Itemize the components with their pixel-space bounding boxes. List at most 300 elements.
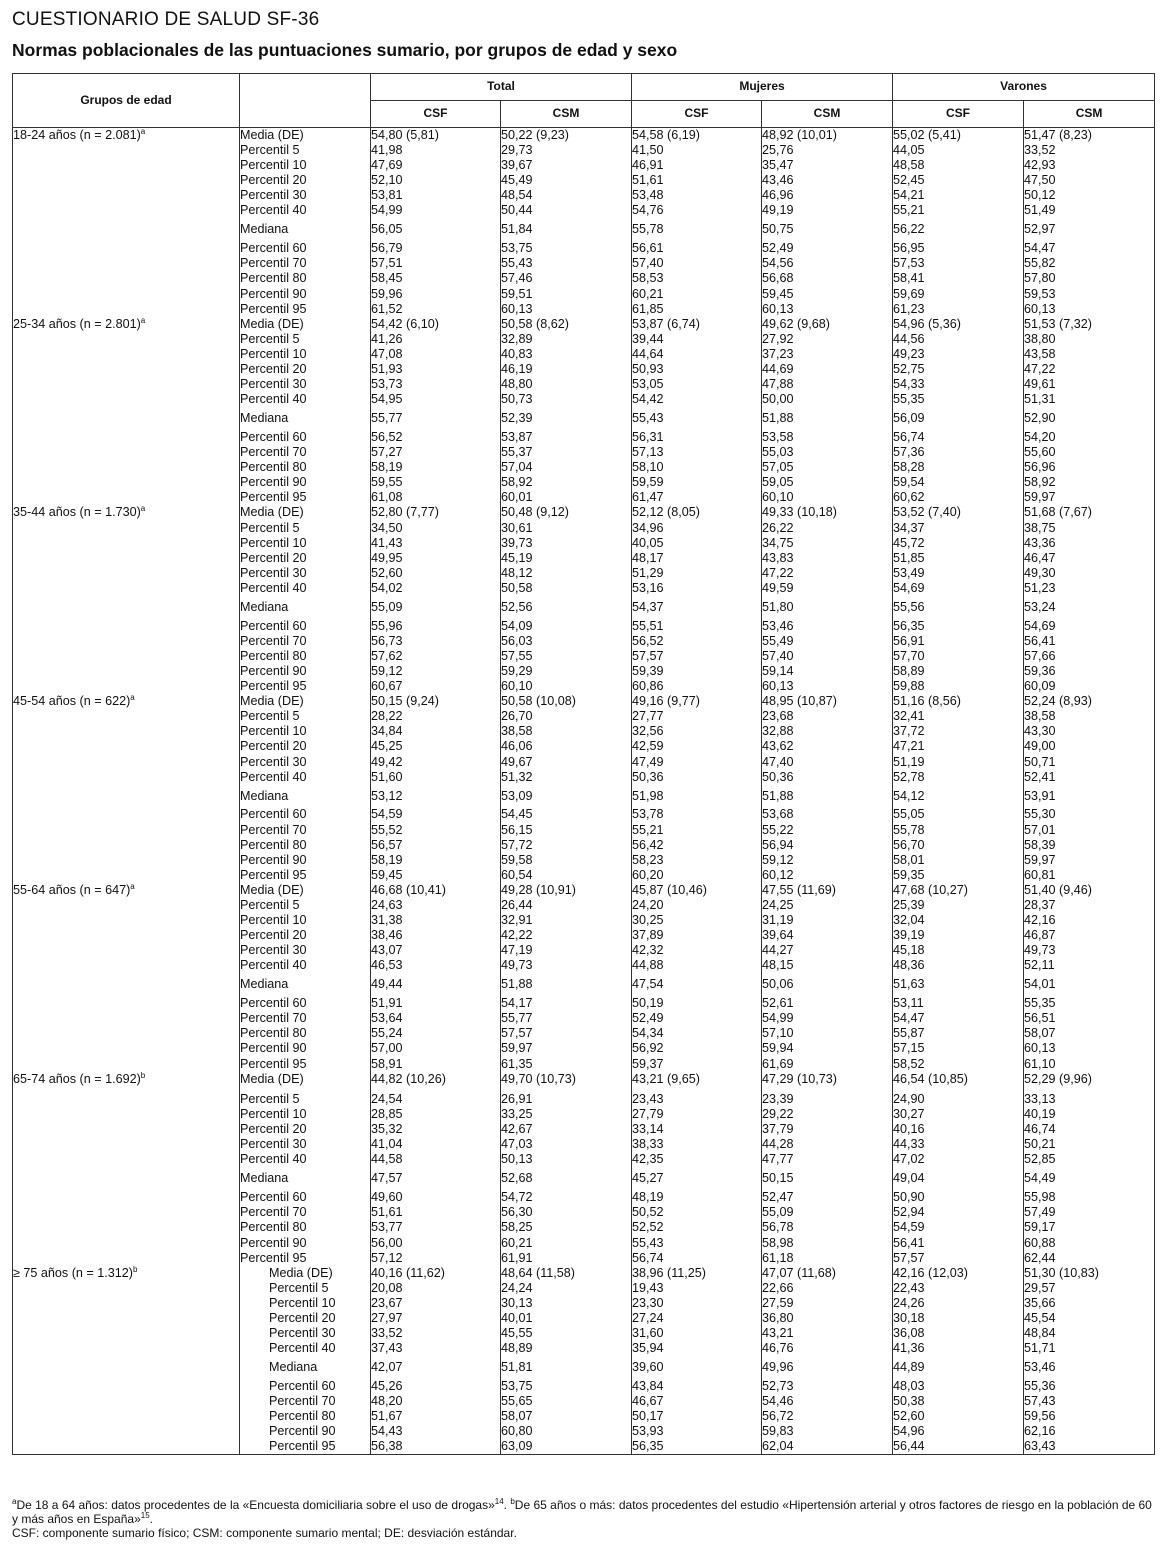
value: 49,16 (9,77) [632,694,700,709]
value: 58,25 [501,1220,533,1235]
value: 28,22 [371,709,403,724]
value: 56,68 [762,271,794,286]
value: 57,62 [371,648,403,663]
value: 44,69 [762,362,794,376]
value: 58,19 [371,460,403,475]
value: 27,92 [762,331,794,346]
value: 51,60 [371,769,403,784]
value: 54,02 [371,580,403,595]
value: 48,20 [371,1394,403,1409]
value: 48,95 (10,87) [762,694,837,709]
value: 45,72 [893,535,925,550]
stat-label: Percentil 90 [269,1424,336,1439]
value: 49,70 (10,73) [501,1071,576,1086]
value: 50,15 (9,24) [371,694,439,709]
value: 54,99 [762,1011,794,1026]
value: 59,05 [762,475,794,490]
value: 44,27 [762,943,794,958]
value: 54,76 [632,203,664,218]
value: 33,14 [632,1122,664,1137]
value-cell [632,317,762,506]
value: 34,96 [632,520,664,535]
value: 53,87 [501,429,533,444]
value: 47,29 (10,73) [762,1071,837,1086]
value: 52,85 [1024,1152,1056,1167]
value-cell [762,317,893,506]
value: 50,58 (8,62) [501,316,569,331]
value: 37,23 [762,346,794,361]
value: 52,78 [893,769,925,784]
value: 63,09 [501,1439,533,1454]
value: 49,19 [762,203,794,218]
stat-label: Percentil 80 [240,460,307,475]
stat-labels [240,505,371,694]
value: 56,03 [501,633,533,648]
value: 58,07 [1024,1026,1056,1041]
value: 38,58 [1024,709,1056,724]
value-cell [371,883,501,1072]
value: 52,97 [1024,222,1056,237]
value: 54,69 [893,580,925,595]
value: 44,05 [893,143,925,158]
value: 54,95 [371,392,403,407]
stat-label: Percentil 40 [240,203,307,218]
value: 46,87 [1024,928,1056,943]
stat-label: Percentil 5 [240,709,300,724]
value: 56,91 [893,633,925,648]
value: 54,33 [893,377,925,392]
stat-label: Percentil 40 [240,769,307,784]
value: 44,56 [893,331,925,346]
stat-label: Percentil 20 [240,362,307,376]
value: 24,25 [762,897,794,912]
value: 54,01 [1024,977,1056,992]
value: 43,36 [1024,535,1056,550]
value: 53,58 [762,429,794,444]
value: 54,21 [893,188,925,203]
value: 61,91 [501,1250,533,1265]
value: 61,08 [371,490,403,505]
value-cell [501,883,632,1072]
table-body [13,128,1155,1455]
value: 35,47 [762,158,794,173]
value: 51,88 [501,977,533,992]
value: 54,69 [1024,618,1056,633]
age-group-label: 35-44 años (n = 1.730)$^a$ [13,504,146,520]
value: 56,74 [893,429,925,444]
value: 46,54 (10,85) [893,1071,968,1086]
age-group-row [13,128,1155,317]
value: 61,18 [762,1250,794,1265]
value: 55,02 (5,41) [893,128,961,142]
value: 52,90 [1024,411,1056,426]
value: 52,49 [632,1011,664,1026]
stat-label: Percentil 5 [240,520,300,535]
value: 48,19 [632,1190,664,1205]
value: 54,42 [632,392,664,407]
value: 51,84 [501,222,533,237]
value-cell [371,1072,501,1266]
value: 50,19 [632,996,664,1011]
value-cell [1024,505,1155,694]
age-group-row [13,883,1155,1072]
value: 47,54 [632,977,664,992]
value: 49,42 [371,754,403,769]
document-title: CUESTIONARIO DE SALUD SF-36 [12,9,320,30]
age-group-label: ≥ 75 años (n = 1.312)$^b$ [13,1264,138,1280]
value: 32,88 [762,724,794,739]
value: 61,69 [762,1056,794,1071]
value: 46,96 [762,188,794,203]
value: 53,87 (6,74) [632,316,700,331]
stat-label: Percentil 20 [269,1310,336,1325]
stat-label: Percentil 40 [269,1341,336,1356]
value: 47,68 (10,27) [893,882,968,897]
value: 47,55 (11,69) [762,882,836,897]
stat-label: Percentil 10 [240,724,307,739]
stat-label: Percentil 90 [240,1041,307,1056]
value: 46,67 [632,1394,664,1409]
stat-label: Percentil 90 [240,286,307,301]
value: 24,54 [371,1092,403,1107]
value: 53,24 [1024,599,1056,614]
value-cell [1024,128,1155,317]
value: 56,41 [893,1235,925,1250]
value: 49,30 [1024,565,1056,580]
value: 45,54 [1024,1310,1056,1325]
value: 47,19 [501,943,533,958]
value: 48,12 [501,565,533,580]
stat-label: Percentil 90 [240,1235,307,1250]
value: 52,60 [893,1409,925,1424]
value: 49,60 [371,1190,403,1205]
value: 54,17 [501,996,533,1011]
value: 51,93 [371,362,403,376]
value: 52,61 [762,996,794,1011]
value: 51,68 (7,67) [1024,505,1092,520]
value: 54,72 [501,1190,533,1205]
value: 41,36 [893,1341,925,1356]
age-group-row [13,1072,1155,1266]
value: 55,65 [501,1394,533,1409]
value: 47,08 [371,346,403,361]
value: 53,49 [893,565,925,580]
value: 57,10 [762,1026,794,1041]
value: 55,03 [762,445,794,460]
stat-labels [240,128,371,317]
age-group-row [13,1266,1155,1455]
value: 49,04 [893,1171,925,1186]
stat-label: Percentil 40 [240,580,307,595]
value: 50,73 [501,392,533,407]
value: 24,20 [632,897,664,912]
value: 58,39 [1024,837,1056,852]
value: 50,17 [632,1409,664,1424]
value: 61,52 [371,301,403,316]
value: 42,67 [501,1122,533,1137]
stat-label: Percentil 30 [240,377,307,392]
value: 59,97 [501,1041,533,1056]
stat-label: Percentil 60 [240,1190,307,1205]
value: 32,89 [501,331,533,346]
value: 51,23 [1024,580,1056,595]
value: 59,37 [632,1056,664,1071]
value: 53,68 [762,807,794,822]
value: 34,75 [762,535,794,550]
value: 60,62 [893,490,925,505]
value: 53,75 [501,1378,533,1393]
value: 59,56 [1024,1409,1056,1424]
value: 43,62 [762,739,794,754]
stat-label: Media (DE) [240,128,304,142]
value-cell [501,1072,632,1266]
value: 51,71 [1024,1341,1056,1356]
value: 58,23 [632,852,664,867]
value: 39,67 [501,158,533,173]
value-cell [371,694,501,883]
value: 51,19 [893,754,925,769]
value: 53,48 [632,188,664,203]
value: 43,84 [632,1378,664,1393]
value-cell [893,128,1024,317]
value: 37,89 [632,928,664,943]
value: 50,52 [632,1205,664,1220]
value: 32,56 [632,724,664,739]
value: 43,58 [1024,346,1056,361]
value: 56,52 [371,429,403,444]
value: 43,46 [762,173,794,188]
value: 35,32 [371,1122,403,1137]
value: 40,19 [1024,1107,1056,1122]
value: 25,76 [762,143,794,158]
value: 56,57 [371,837,403,852]
stat-label: Percentil 70 [240,1205,307,1220]
value: 58,53 [632,271,664,286]
value: 50,06 [762,977,794,992]
stat-label: Percentil 40 [240,1152,307,1167]
value: 44,64 [632,346,664,361]
value: 51,81 [501,1360,533,1375]
value: 54,42 (6,10) [371,316,439,331]
col-header-mujeres: Mujeres [632,74,893,101]
value: 27,59 [762,1295,794,1310]
value: 48,15 [762,958,794,973]
value: 58,07 [501,1409,533,1424]
stat-label: Mediana [240,1171,289,1186]
value: 53,78 [632,807,664,822]
value: 49,23 [893,346,925,361]
value: 51,16 (8,56) [893,694,961,709]
stat-label: Percentil 5 [269,1280,329,1295]
value: 46,06 [501,739,533,754]
value: 50,75 [762,222,794,237]
stat-label: Percentil 5 [240,143,300,158]
value: 57,57 [501,1026,533,1041]
value: 50,90 [893,1190,925,1205]
value: 57,57 [632,648,664,663]
value: 23,43 [632,1092,664,1107]
value: 40,83 [501,346,533,361]
value: 56,78 [762,1220,794,1235]
value: 42,93 [1024,158,1056,173]
value: 36,08 [893,1326,925,1341]
value: 55,51 [632,618,664,633]
stat-label: Percentil 5 [240,1092,300,1107]
age-group-label: 65-74 años (n = 1.692)$^b$ [13,1070,146,1086]
value: 49,59 [762,580,794,595]
value: 60,13 [1024,1041,1056,1056]
stat-label: Percentil 10 [269,1295,336,1310]
value: 52,60 [371,565,403,580]
value: 56,94 [762,837,794,852]
value: 57,05 [762,460,794,475]
value: 39,64 [762,928,794,943]
subcol-varones-csm: CSM [1024,101,1155,128]
value-cell [762,1072,893,1266]
value: 31,38 [371,913,403,928]
age-group-label: 25-34 años (n = 2.801)$^a$ [13,315,146,331]
value: 52,56 [501,599,533,614]
value: 56,61 [632,241,664,256]
value-cell [762,1266,893,1455]
value: 30,13 [501,1295,533,1310]
value: 33,25 [501,1107,533,1122]
value: 51,30 (10,83) [1024,1265,1099,1280]
value: 57,53 [893,256,925,271]
value: 56,44 [893,1439,925,1454]
value: 49,61 [1024,377,1056,392]
value: 55,98 [1024,1190,1056,1205]
stat-label: Percentil 80 [240,1220,307,1235]
value: 55,78 [632,222,664,237]
value: 26,44 [501,897,533,912]
stat-label: Percentil 70 [269,1394,336,1409]
value-cell [501,317,632,506]
value: 53,09 [501,788,533,803]
value: 53,64 [371,1011,403,1026]
value-cell [501,505,632,694]
value: 44,28 [762,1137,794,1152]
value: 34,37 [893,520,925,535]
value: 41,98 [371,143,403,158]
value-cell [893,1266,1024,1455]
value: 59,35 [893,867,925,882]
value: 32,04 [893,913,925,928]
value: 45,19 [501,550,533,565]
value: 47,88 [762,377,794,392]
value: 57,04 [501,460,533,475]
value: 26,91 [501,1092,533,1107]
value-cell [1024,317,1155,506]
value: 44,82 (10,26) [371,1071,446,1086]
value-cell [632,1072,762,1266]
stat-label: Percentil 60 [240,241,307,256]
value: 54,96 [893,1424,925,1439]
value: 54,47 [1024,241,1056,256]
value: 50,13 [501,1152,533,1167]
value: 57,57 [893,1250,925,1265]
value: 59,94 [762,1041,794,1056]
value: 53,52 (7,40) [893,505,961,520]
stat-label: Percentil 90 [240,852,307,867]
value: 33,13 [1024,1092,1056,1107]
value: 52,73 [762,1378,794,1393]
value: 55,35 [1024,996,1056,1011]
value: 55,52 [371,822,403,837]
value: 56,15 [501,822,533,837]
value: 34,84 [371,724,403,739]
stat-label: Media (DE) [240,316,304,331]
value: 51,32 [501,769,533,784]
value: 57,70 [893,648,925,663]
value: 39,60 [632,1360,664,1375]
value: 56,51 [1024,1011,1056,1026]
value: 41,26 [371,331,403,346]
age-group-label: 55-64 años (n = 647)$^a$ [13,881,135,897]
value: 62,16 [1024,1424,1056,1439]
value: 56,30 [501,1205,533,1220]
stat-label: Percentil 70 [240,256,307,271]
value: 60,01 [501,490,533,505]
value: 57,55 [501,648,533,663]
subcol-varones-csf: CSF [893,101,1024,128]
value: 45,55 [501,1326,533,1341]
stat-label: Percentil 80 [240,1026,307,1041]
value: 56,42 [632,837,664,852]
value: 59,59 [632,475,664,490]
value: 58,41 [893,271,925,286]
value: 60,81 [1024,867,1056,882]
value: 54,45 [501,807,533,822]
value: 54,80 (5,81) [371,128,439,142]
value: 52,39 [501,411,533,426]
value: 42,07 [371,1360,403,1375]
value-cell [632,883,762,1072]
value: 46,53 [371,958,403,973]
value: 57,36 [893,445,925,460]
value: 56,73 [371,633,403,648]
stat-label: Percentil 40 [240,958,307,973]
value: 59,12 [762,852,794,867]
value: 23,68 [762,709,794,724]
value: 38,96 (11,25) [632,1265,706,1280]
stat-label: Mediana [240,599,289,614]
value: 57,00 [371,1041,403,1056]
value: 58,45 [371,271,403,286]
stat-label: Percentil 20 [240,1122,307,1137]
value: 50,12 [1024,188,1056,203]
footnote-abbreviations: CSF: componente sumario físico; CSM: componente sumario mental; DE: desviación estándar. [12,1526,517,1540]
value: 31,60 [632,1326,664,1341]
value-cell [1024,883,1155,1072]
value: 37,72 [893,724,925,739]
value: 51,88 [762,411,794,426]
value: 50,93 [632,362,664,376]
value: 55,09 [371,599,403,614]
value-cell [1024,1266,1155,1455]
value: 59,36 [1024,663,1056,678]
value: 48,64 (11,58) [501,1265,575,1280]
value: 46,19 [501,362,533,376]
age-group-row [13,694,1155,883]
value: 38,75 [1024,520,1056,535]
stat-label: Mediana [240,788,289,803]
subcol-mujeres-csm: CSM [762,101,893,128]
value: 38,46 [371,928,403,943]
value: 59,97 [1024,852,1056,867]
value: 56,79 [371,241,403,256]
value: 59,53 [1024,286,1056,301]
